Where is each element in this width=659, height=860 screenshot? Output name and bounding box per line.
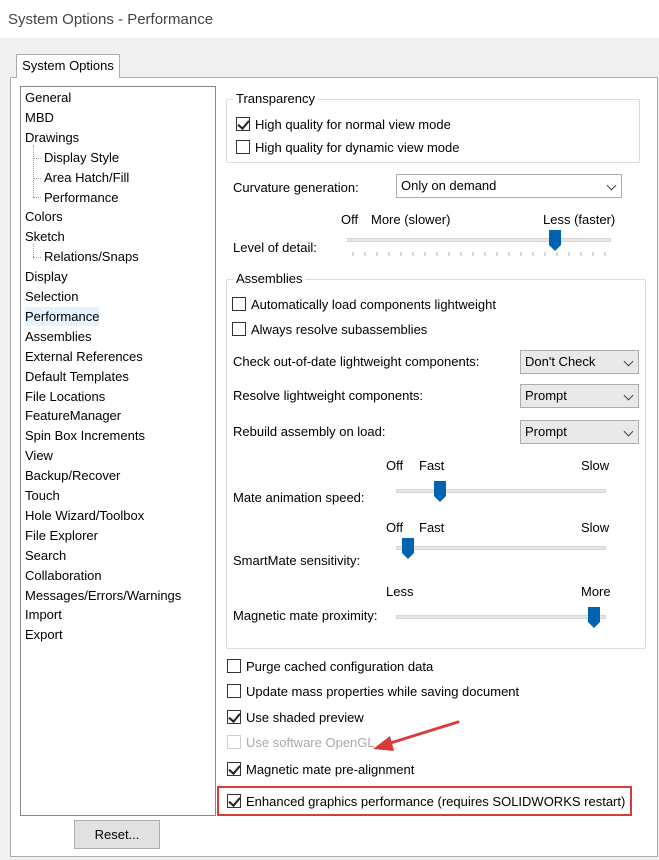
auto-lightweight-checkbox[interactable] bbox=[232, 295, 496, 313]
tree-item[interactable]: Export bbox=[25, 627, 63, 643]
tree-item[interactable]: External References bbox=[25, 348, 143, 364]
tree-item[interactable]: Spin Box Increments bbox=[25, 428, 145, 444]
mate-anim-off-label: Off bbox=[386, 458, 404, 473]
shaded-preview-box[interactable] bbox=[227, 710, 241, 724]
resolve-lightweight-dropdown[interactable] bbox=[520, 384, 639, 408]
tree-item[interactable]: Collaboration bbox=[25, 567, 102, 583]
title-bar bbox=[0, 0, 659, 38]
update-mass-label: Update mass properties while saving document bbox=[246, 683, 520, 699]
hq-dynamic-checkbox[interactable] bbox=[236, 138, 459, 156]
tree-item[interactable]: Assemblies bbox=[25, 328, 92, 344]
purge-checkbox[interactable] bbox=[227, 657, 433, 675]
tree-item[interactable]: Backup/Recover bbox=[25, 468, 121, 484]
tree-item[interactable]: Default Templates bbox=[25, 368, 129, 384]
smartmate-label: SmartMate sensitivity: bbox=[233, 553, 361, 568]
slider-thumb[interactable] bbox=[588, 607, 600, 629]
tree-item[interactable]: Performance bbox=[44, 189, 119, 205]
tree-item[interactable]: Selection bbox=[25, 289, 79, 304]
shaded-preview-label: Use shaded preview bbox=[246, 709, 364, 725]
always-resolve-label: Always resolve subassemblies bbox=[251, 321, 428, 337]
slider-track[interactable] bbox=[396, 489, 606, 493]
slider-track[interactable] bbox=[396, 615, 606, 619]
tree-item[interactable]: Area Hatch/Fill bbox=[44, 169, 130, 185]
annotation-arrow-icon bbox=[370, 718, 462, 754]
slider-thumb[interactable] bbox=[434, 481, 446, 503]
tree-connector bbox=[33, 178, 41, 179]
tree-item[interactable]: MBD bbox=[25, 109, 54, 125]
rebuild-value: Prompt bbox=[525, 424, 567, 439]
hq-dynamic-box[interactable] bbox=[236, 140, 250, 154]
lod-off-label: Off bbox=[341, 212, 359, 227]
auto-lightweight-box[interactable] bbox=[232, 297, 246, 311]
tree-item[interactable]: Hole Wizard/Toolbox bbox=[25, 507, 145, 523]
check-outdated-value: Don't Check bbox=[525, 354, 596, 369]
tree-item[interactable]: General bbox=[25, 90, 72, 105]
tree-connector bbox=[33, 158, 41, 159]
check-outdated-dropdown[interactable] bbox=[520, 350, 639, 374]
update-mass-checkbox[interactable] bbox=[227, 682, 519, 700]
hq-normal-checkbox[interactable] bbox=[236, 115, 451, 133]
curvature-dropdown[interactable] bbox=[396, 174, 622, 198]
software-opengl-label: Use software OpenGL bbox=[246, 734, 375, 750]
resolve-lightweight-value: Prompt bbox=[525, 388, 567, 403]
hq-normal-label: High quality for normal view mode bbox=[255, 116, 451, 132]
transparency-legend: Transparency bbox=[233, 91, 318, 106]
tree-item[interactable]: File Explorer bbox=[25, 527, 98, 543]
tree-item[interactable]: Colors bbox=[25, 209, 63, 225]
software-opengl-box bbox=[227, 735, 241, 749]
tree-item[interactable]: FeatureManager bbox=[25, 408, 122, 424]
tree-connector bbox=[33, 197, 41, 198]
tree-item[interactable]: Display Style bbox=[44, 149, 120, 165]
tree-item[interactable]: Sketch bbox=[25, 229, 65, 245]
check-outdated-label: Check out-of-date lightweight components: bbox=[233, 354, 480, 369]
tree-item[interactable]: Display bbox=[25, 269, 68, 285]
hq-dynamic-label: High quality for dynamic view mode bbox=[255, 139, 460, 155]
tree-item[interactable]: View bbox=[25, 448, 53, 464]
assemblies-legend: Assemblies bbox=[233, 271, 305, 286]
slider-track[interactable] bbox=[347, 238, 611, 242]
tree-item[interactable]: Search bbox=[25, 547, 67, 563]
magnetic-prealign-checkbox[interactable] bbox=[227, 760, 414, 778]
hq-normal-box[interactable] bbox=[236, 117, 250, 131]
tree-item[interactable]: File Locations bbox=[25, 388, 106, 404]
chevron-down-icon bbox=[624, 357, 634, 367]
annotation-highlight-box bbox=[217, 786, 632, 816]
tab-system-options[interactable]: System Options bbox=[16, 54, 120, 78]
lod-label: Level of detail: bbox=[233, 240, 317, 255]
tree-item[interactable]: Relations/Snaps bbox=[44, 249, 139, 265]
chevron-down-icon bbox=[624, 391, 634, 401]
mate-anim-label: Mate animation speed: bbox=[233, 490, 365, 505]
tree-connector bbox=[33, 145, 34, 198]
smartmate-slow-label: Slow bbox=[581, 520, 610, 535]
lod-less-label: Less (faster) bbox=[543, 212, 616, 227]
tree-item[interactable]: Drawings bbox=[25, 129, 80, 145]
lod-more-label: More (slower) bbox=[371, 212, 451, 227]
tree-item[interactable]: Messages/Errors/Warnings bbox=[25, 587, 182, 603]
purge-box[interactable] bbox=[227, 659, 241, 673]
tree-item[interactable]: Performance bbox=[25, 308, 100, 324]
software-opengl-checkbox bbox=[227, 733, 375, 751]
curvature-value: Only on demand bbox=[401, 178, 497, 193]
slider-thumb[interactable] bbox=[549, 230, 561, 252]
magnetic-more-label: More bbox=[581, 584, 611, 599]
mate-anim-slow-label: Slow bbox=[581, 458, 610, 473]
tree-item[interactable]: Touch bbox=[25, 488, 60, 503]
resolve-lightweight-label: Resolve lightweight components: bbox=[233, 388, 424, 403]
magnetic-prealign-box[interactable] bbox=[227, 762, 241, 776]
always-resolve-checkbox[interactable] bbox=[232, 320, 427, 338]
magnetic-prealign-label: Magnetic mate pre-alignment bbox=[246, 761, 415, 777]
purge-label: Purge cached configuration data bbox=[246, 658, 434, 674]
chevron-down-icon bbox=[607, 181, 617, 191]
always-resolve-box[interactable] bbox=[232, 322, 246, 336]
reset-button[interactable]: Reset... bbox=[74, 820, 160, 849]
options-tree[interactable] bbox=[20, 86, 216, 816]
tree-connector bbox=[33, 244, 34, 257]
slider-ticks bbox=[347, 252, 611, 258]
rebuild-dropdown[interactable] bbox=[520, 420, 639, 444]
update-mass-box[interactable] bbox=[227, 684, 241, 698]
magnetic-label: Magnetic mate proximity: bbox=[233, 608, 378, 623]
window-title: System Options - Performance bbox=[8, 11, 214, 28]
shaded-preview-checkbox[interactable] bbox=[227, 708, 364, 726]
smartmate-fast-label: Fast bbox=[419, 520, 445, 535]
chevron-down-icon bbox=[624, 427, 634, 437]
tree-connector bbox=[33, 257, 41, 258]
smartmate-off-label: Off bbox=[386, 520, 404, 535]
auto-lightweight-label: Automatically load components lightweight bbox=[251, 296, 496, 312]
curvature-label: Curvature generation: bbox=[233, 180, 359, 195]
enhanced-graphics-label: Enhanced graphics performance (requires SOLIDWORKS restart) bbox=[246, 793, 626, 809]
magnetic-less-label: Less bbox=[386, 584, 414, 599]
tree-item[interactable]: Import bbox=[25, 607, 62, 623]
rebuild-label: Rebuild assembly on load: bbox=[233, 424, 386, 439]
mate-anim-fast-label: Fast bbox=[419, 458, 445, 473]
slider-thumb[interactable] bbox=[402, 538, 414, 560]
slider-track[interactable] bbox=[396, 546, 606, 550]
